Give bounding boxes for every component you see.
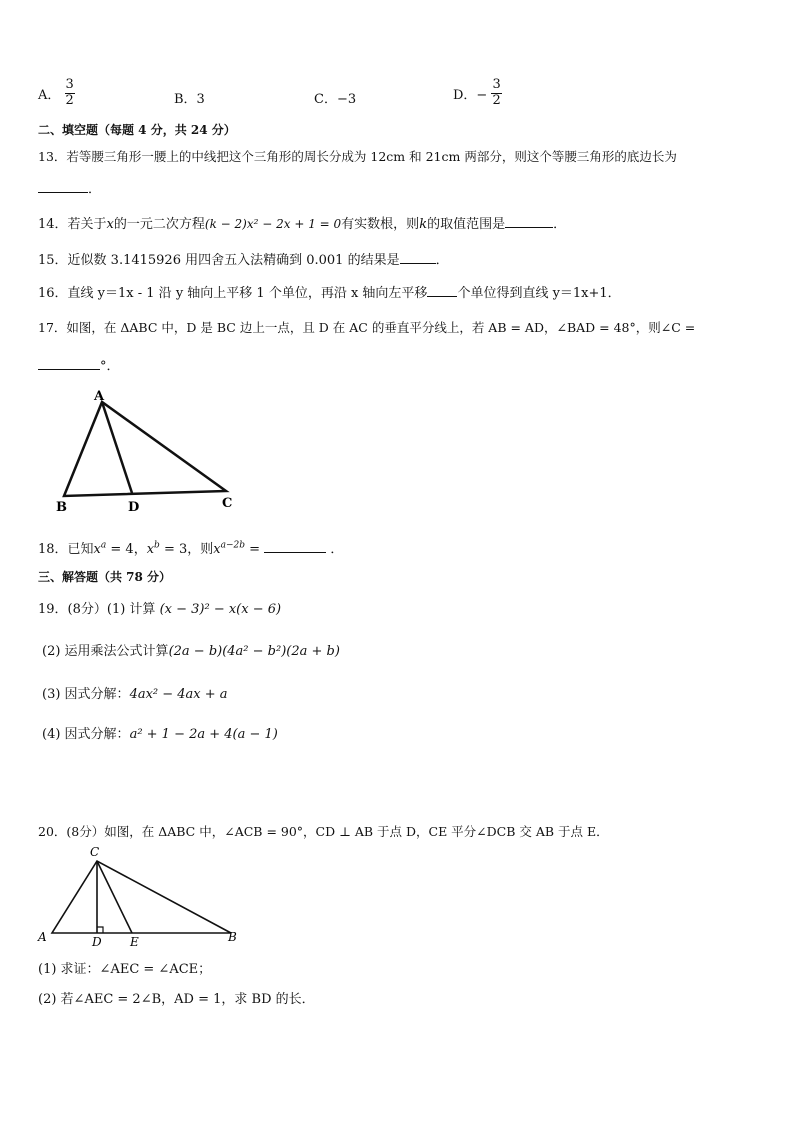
q18-xa-exp: a (100, 540, 107, 551)
q19-expr4: a² + 1 − 2a + 4(a − 1) (129, 727, 278, 742)
choice-a-denominator: 2 (65, 92, 74, 108)
q19-expr2: (2a − b)(4a² − b²)(2a + b) (168, 644, 340, 659)
q15-end: ． (435, 253, 449, 268)
q19-part2 (42, 640, 340, 659)
q18-xa: x (93, 542, 101, 557)
choice-a-label: A． (38, 87, 61, 103)
q19-p2-label: (2) 运用乘法公式计算 (42, 644, 169, 659)
q18-blank (264, 540, 326, 553)
q18-xc: x (213, 542, 221, 557)
q20-label-e: E (130, 935, 139, 949)
q18-xc-exp: a−2b (220, 540, 245, 551)
q19-head: 19．(8分）(1) 计算 (38, 602, 156, 617)
q19-expr1: (x − 3)² − x(x − 6) (159, 602, 282, 617)
section-2-title: 二、填空题（每题 4 分，共 24 分） (38, 123, 236, 137)
q20-part1: (1) 求证：∠AEC = ∠ACE； (38, 962, 212, 977)
q19-p4-label: (4) 因式分解： (42, 727, 130, 742)
q18-end: ． (330, 542, 344, 557)
q15-blank (400, 251, 436, 264)
q20-bisector-ce (97, 861, 132, 933)
q17-text: 17．如图，在 ΔABC 中，D 是 BC 边上一点，且 D 在 AC 的垂直平分线上，若 AB = AD，∠BAD = 48°，则∠C = (38, 320, 696, 335)
q18-eq1: = 4， (106, 542, 147, 557)
q20-part2: (2) 若∠AEC = 2∠B，AD = 1，求 BD 的长． (38, 992, 315, 1007)
q15 (38, 249, 449, 268)
choice-b: B．3 (174, 92, 205, 107)
q19-part3 (42, 683, 228, 702)
q20-label-a: A (38, 930, 47, 944)
q18-xb-exp: b (154, 540, 160, 551)
q15-text: 15．近似数 3.1415926 用四舍五入法精确到 0.001 的结果是 (38, 253, 400, 268)
choice-d-denominator: 2 (492, 92, 501, 108)
q16-blank (427, 284, 457, 297)
q16 (38, 282, 621, 301)
q13-answer-line (38, 178, 101, 197)
q20-label-d: D (92, 935, 102, 949)
q14-mid2: 有实数根，则 (341, 217, 420, 232)
q17-label-c: C (222, 496, 233, 511)
q18-pre: 18．已知 (38, 542, 94, 557)
q17-figure (50, 388, 250, 518)
q20-label-c: C (90, 845, 100, 859)
choice-a (38, 78, 75, 109)
choice-a-numerator: 3 (65, 77, 74, 92)
q14-pre: 14．若关于 (38, 217, 107, 232)
q19-expr3: 4ax² − 4ax + a (129, 687, 228, 702)
q18-eq3: = (245, 542, 261, 557)
q14-mid: 的一元二次方程 (113, 217, 205, 232)
q14 (38, 213, 566, 232)
choice-d-fraction (491, 78, 501, 109)
q17-blank (38, 357, 100, 370)
q13-blank (38, 180, 88, 193)
q17-segment-ad (102, 402, 132, 493)
q19-part1 (38, 598, 281, 617)
q13-text: 13．若等腰三角形一腰上的中线把这个三角形的周长分成为 12cm 和 21cm 两部分，则这个等腰三角形的底边长为 (38, 149, 677, 164)
q17-end: °． (100, 359, 120, 374)
q14-end: ． (553, 217, 567, 232)
q17-label-b: B (56, 500, 67, 515)
q14-post: 的取值范围是 (427, 217, 506, 232)
section-3-title: 三、解答题（共 78 分） (38, 570, 172, 584)
q20-right-angle-mark (97, 927, 103, 933)
choice-a-fraction (65, 78, 75, 109)
q14-blank (505, 215, 553, 228)
choice-d-label: D．− (453, 87, 488, 103)
q20-text: 20．(8分）如图，在 ΔABC 中，∠ACB = 90°，CD ⊥ AB 于点 D，CE 平分∠DCB 交 AB 于点 E． (38, 824, 609, 839)
q18 (38, 538, 343, 557)
q17-answer-line (38, 355, 120, 374)
q20-triangle (52, 861, 231, 933)
q14-var-k: k (419, 217, 428, 232)
q17-label-d: D (128, 500, 140, 515)
q16-pre: 16．直线 y＝1x - 1 沿 y 轴向上平移 1 个单位，再沿 x 轴向左平移 (38, 286, 428, 301)
q19-part4 (42, 723, 278, 742)
choice-c: C．−3 (314, 92, 357, 107)
q19-p3-label: (3) 因式分解： (42, 687, 130, 702)
q14-var-x: x (106, 217, 114, 232)
q20-label-b: B (228, 930, 237, 944)
q17-triangle (64, 402, 226, 496)
choice-d (453, 78, 502, 109)
q20-figure (36, 843, 246, 953)
q18-eq2: = 3，则 (159, 542, 214, 557)
q18-xb: x (146, 542, 155, 557)
q17-label-a: A (94, 389, 105, 404)
q14-equation: (k − 2)x² − 2x + 1 = 0 (204, 217, 342, 231)
q16-post: 个单位得到直线 y＝1x+1． (457, 286, 621, 301)
q13-end: ． (88, 182, 102, 197)
choice-d-numerator: 3 (492, 77, 501, 92)
